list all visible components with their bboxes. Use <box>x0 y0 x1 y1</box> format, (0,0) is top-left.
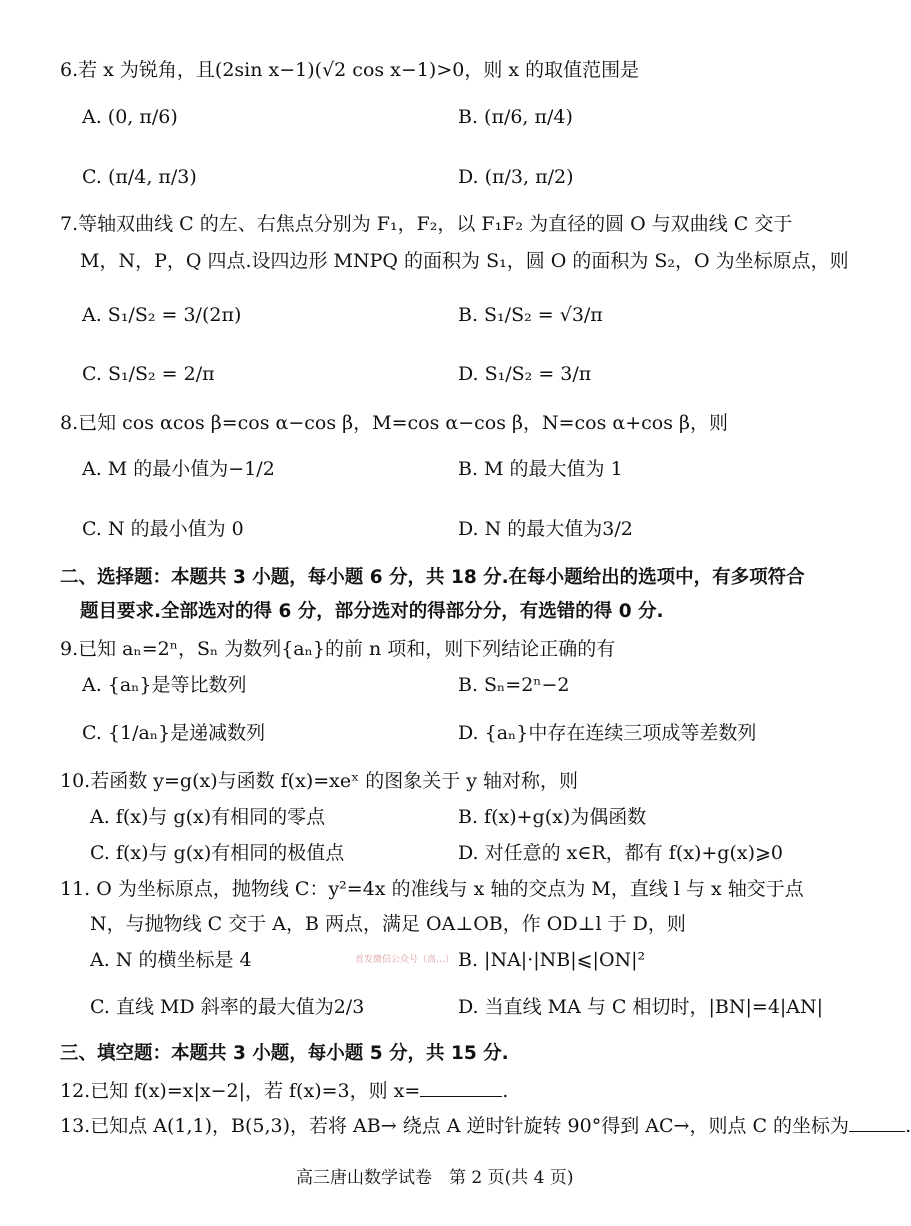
question-8: 8.已知 cos αcos β=cos α−cos β，M=cos α−cos β，N=cos α+cos β，则 <box>60 412 728 434</box>
q10-option-c: C. f(x)与 g(x)有相同的极值点 <box>90 842 345 864</box>
question-7-line1: 7.等轴双曲线 C 的左、右焦点分别为 F₁，F₂，以 F₁F₂ 为直径的圆 O 与双曲线 C 交于 <box>60 213 793 235</box>
q8-option-d: D. N 的最大值为3/2 <box>458 518 633 540</box>
q9-option-d: D. {aₙ}中存在连续三项成等差数列 <box>458 722 757 744</box>
q13-answer-blank[interactable] <box>849 1113 905 1132</box>
question-6: 6.若 x 为锐角，且(2sin x−1)(√2 cos x−1)>0，则 x 的取值范围是 <box>60 59 640 81</box>
q12-answer-blank[interactable] <box>420 1078 502 1097</box>
q7-option-c: C. S₁/S₂ = 2/π <box>82 363 215 385</box>
q7-option-b: B. S₁/S₂ = √3/π <box>458 304 603 326</box>
q9-option-b: B. Sₙ=2ⁿ−2 <box>458 674 570 696</box>
watermark-text: 首发微信公众号（高…） <box>355 955 455 965</box>
q6-option-a: A. (0, π/6) <box>82 106 178 128</box>
q7-option-d: D. S₁/S₂ = 3/π <box>458 363 592 385</box>
q13-period: . <box>905 1115 911 1137</box>
section-2-heading: 二、选择题：本题共 3 小题，每小题 6 分，共 18 分.在每小题给出的选项中，有多项符合 <box>60 567 805 588</box>
q11-option-d: D. 当直线 MA 与 C 相切时，|BN|=4|AN| <box>458 996 824 1018</box>
question-12 <box>60 1078 508 1104</box>
q6-option-d: D. (π/3, π/2) <box>458 166 574 188</box>
q6-option-c: C. (π/4, π/3) <box>82 166 197 188</box>
question-10: 10.若函数 y=g(x)与函数 f(x)=xeˣ 的图象关于 y 轴对称，则 <box>60 770 579 792</box>
question-9: 9.已知 aₙ=2ⁿ，Sₙ 为数列{aₙ}的前 n 项和，则下列结论正确的有 <box>60 638 616 660</box>
q6-option-b: B. (π/6, π/4) <box>458 106 573 128</box>
q10-option-d: D. 对任意的 x∈R，都有 f(x)+g(x)⩾0 <box>458 842 784 864</box>
question-7-line2: M，N，P，Q 四点.设四边形 MNPQ 的面积为 S₁，圆 O 的面积为 S₂，O 为坐标原点，则 <box>80 250 849 272</box>
question-13-text: 13.已知点 A(1,1)，B(5,3)，若将 AB→ 绕点 A 逆时针旋转 90°得到 AC→，则点 C 的坐标为 <box>60 1115 850 1137</box>
q7-option-a: A. S₁/S₂ = 3/(2π) <box>82 304 242 326</box>
q10-option-b: B. f(x)+g(x)为偶函数 <box>458 806 647 828</box>
q11-option-b: B. |NA|·|NB|⩽|ON|² <box>458 949 646 971</box>
question-13 <box>60 1113 911 1139</box>
q12-period: . <box>502 1080 509 1102</box>
q8-option-a: A. M 的最小值为−1/2 <box>82 458 275 480</box>
section-2-instructions: 题目要求.全部选对的得 6 分，部分选对的得部分分，有选错的得 0 分. <box>80 601 664 622</box>
question-12-text: 12.已知 f(x)=x|x−2|，若 f(x)=3，则 x= <box>60 1080 421 1102</box>
q9-option-c: C. {1/aₙ}是递减数列 <box>82 722 266 744</box>
q9-option-a: A. {aₙ}是等比数列 <box>82 674 247 696</box>
q10-option-a: A. f(x)与 g(x)有相同的零点 <box>90 806 326 828</box>
q8-option-b: B. M 的最大值为 1 <box>458 458 623 480</box>
q11-option-a: A. N 的横坐标是 4 <box>90 949 252 971</box>
question-11-line2: N，与抛物线 C 交于 A，B 两点，满足 OA⊥OB，作 OD⊥l 于 D，则 <box>90 913 686 935</box>
question-11-line1: 11. O 为坐标原点，抛物线 C：y²=4x 的准线与 x 轴的交点为 M，直线 l 与 x 轴交于点 <box>60 878 804 900</box>
q8-option-c: C. N 的最小值为 0 <box>82 518 244 540</box>
q11-option-c: C. 直线 MD 斜率的最大值为2/3 <box>90 996 365 1018</box>
page-footer: 高三唐山数学试卷 第 2 页(共 4 页) <box>296 1168 574 1188</box>
section-3-heading: 三、填空题：本题共 3 小题，每小题 5 分，共 15 分. <box>60 1043 509 1064</box>
